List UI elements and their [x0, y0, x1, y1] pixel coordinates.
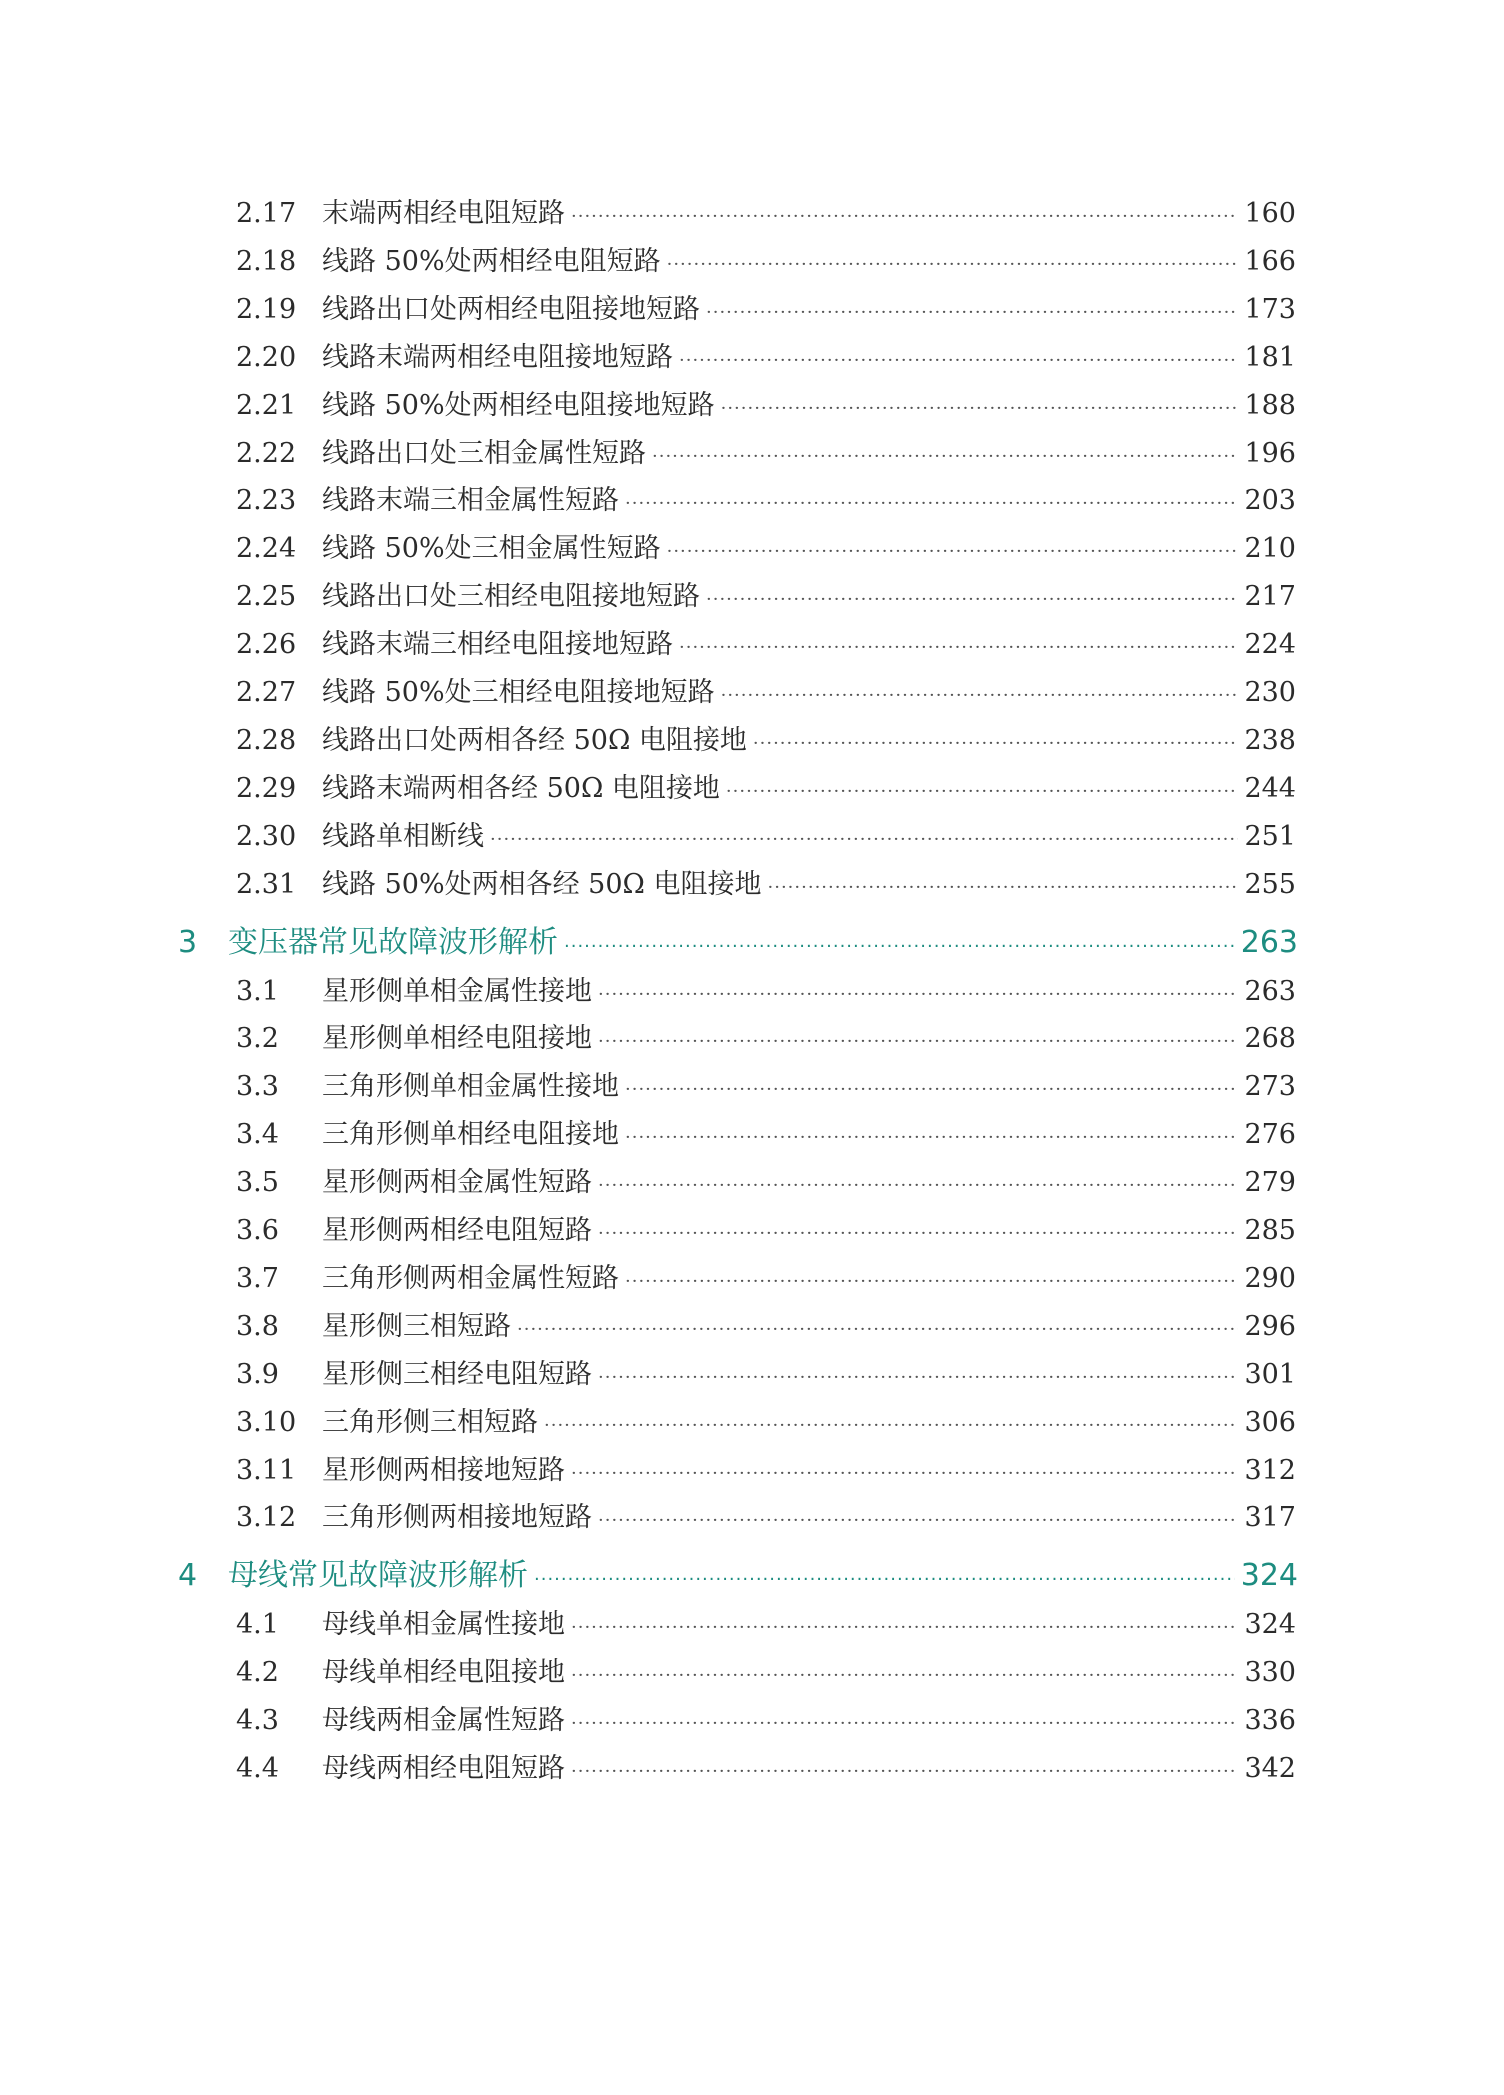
chapter-title: 母线常见故障波形解析: [228, 1558, 528, 1594]
section-title: 三角形侧单相金属性接地: [322, 1071, 619, 1103]
dot-leader: [571, 1652, 1238, 1700]
section-title: 线路 50%处两相经电阻接地短路: [322, 389, 715, 421]
section-number: 3.1: [236, 975, 279, 1007]
dot-leader: [753, 720, 1239, 768]
toc-section-entry[interactable]: [236, 190, 1296, 238]
dot-leader: [598, 1210, 1238, 1258]
toc-section-entry[interactable]: [236, 1351, 1296, 1399]
section-number: 2.29: [236, 772, 297, 804]
dot-leader: [571, 1604, 1238, 1652]
dot-leader: [534, 1552, 1235, 1608]
toc-section-entry[interactable]: [236, 669, 1296, 717]
section-title: 线路末端三相金属性短路: [322, 485, 619, 517]
page-number: 230: [1244, 677, 1296, 708]
section-number: 3.5: [236, 1167, 279, 1199]
dot-leader: [625, 1066, 1238, 1114]
page-number: 268: [1244, 1023, 1296, 1055]
toc-section-entry[interactable]: [236, 286, 1296, 334]
section-title: 线路 50%处两相经电阻短路: [322, 245, 661, 277]
toc-section-entry[interactable]: [236, 1745, 1296, 1793]
page-number: 173: [1244, 293, 1296, 325]
section-number: 2.18: [236, 245, 297, 277]
dot-leader: [571, 1700, 1238, 1748]
page-number: 181: [1244, 341, 1296, 373]
section-title: 星形侧两相经电阻短路: [322, 1215, 592, 1246]
section-number: 3.7: [236, 1262, 279, 1294]
section-title: 线路单相断线: [322, 820, 484, 852]
section-number: 2.17: [236, 198, 297, 229]
section-number: 3.4: [236, 1119, 279, 1151]
dot-leader: [598, 1497, 1238, 1545]
dot-leader: [625, 1258, 1238, 1306]
section-number: 2.26: [236, 629, 297, 661]
page-number: 330: [1244, 1657, 1296, 1689]
section-title: 线路 50%处三相金属性短路: [322, 533, 661, 565]
toc-section-entry[interactable]: [236, 1207, 1296, 1255]
page-number: 160: [1244, 198, 1296, 229]
toc-section-entry[interactable]: [236, 1601, 1296, 1649]
page-number: 290: [1244, 1262, 1296, 1294]
dot-leader: [571, 1748, 1238, 1796]
page-number: 285: [1244, 1215, 1296, 1246]
toc-section-entry[interactable]: [236, 861, 1296, 909]
section-title: 线路出口处三相金属性短路: [322, 437, 646, 469]
dot-leader: [598, 971, 1238, 1019]
page-number: 312: [1244, 1454, 1296, 1486]
page-number: 210: [1244, 533, 1296, 565]
section-title: 线路出口处两相各经 50Ω 电阻接地: [322, 724, 747, 756]
page-number: 301: [1244, 1358, 1296, 1390]
page-number: 251: [1244, 820, 1296, 852]
toc-section-entry[interactable]: [236, 477, 1296, 525]
dot-leader: [544, 1402, 1238, 1450]
toc-chapter-entry[interactable]: [178, 915, 1298, 971]
section-number: 2.20: [236, 341, 297, 373]
toc-section-entry[interactable]: [236, 1015, 1296, 1063]
section-number: 3.10: [236, 1406, 297, 1438]
section-title: 三角形侧两相接地短路: [322, 1502, 592, 1534]
section-title: 三角形侧两相金属性短路: [322, 1262, 619, 1294]
chapter-number: 4: [178, 1558, 198, 1594]
page-number: 203: [1244, 485, 1296, 517]
dot-leader: [667, 528, 1239, 576]
section-title: 线路出口处三相经电阻接地短路: [322, 581, 700, 613]
section-number: 2.25: [236, 581, 297, 613]
page-number: 263: [1240, 924, 1298, 960]
section-title: 三角形侧三相短路: [322, 1406, 538, 1438]
toc-section-entry[interactable]: [236, 238, 1296, 286]
section-title: 星形侧两相接地短路: [322, 1454, 565, 1486]
section-number: 4.1: [236, 1609, 279, 1641]
section-title: 星形侧三相短路: [322, 1310, 511, 1342]
toc-section-entry[interactable]: [236, 717, 1296, 765]
section-title: 母线单相经电阻接地: [322, 1657, 565, 1689]
page-number: 217: [1244, 581, 1296, 613]
section-title: 线路末端两相各经 50Ω 电阻接地: [322, 772, 720, 804]
dot-leader: [679, 337, 1238, 385]
section-number: 3.12: [236, 1502, 297, 1534]
section-title: 三角形侧单相经电阻接地: [322, 1119, 619, 1151]
page-number: 336: [1244, 1705, 1296, 1737]
section-number: 2.30: [236, 820, 297, 852]
section-number: 2.28: [236, 724, 297, 756]
dot-leader: [598, 1018, 1238, 1066]
dot-leader: [571, 1450, 1238, 1498]
page-number: 238: [1244, 724, 1296, 756]
section-title: 线路 50%处两相各经 50Ω 电阻接地: [322, 868, 762, 900]
dot-leader: [706, 576, 1238, 624]
dot-leader: [625, 1114, 1238, 1162]
section-title: 母线单相金属性接地: [322, 1609, 565, 1641]
section-title: 线路 50%处三相经电阻接地短路: [322, 677, 715, 708]
page-number: 224: [1244, 629, 1296, 661]
toc-section-entry[interactable]: [236, 1447, 1296, 1495]
section-number: 2.31: [236, 868, 297, 900]
section-title: 星形侧三相经电阻短路: [322, 1358, 592, 1390]
toc-section-entry[interactable]: [236, 621, 1296, 669]
page-number: 324: [1240, 1558, 1298, 1594]
section-number: 4.2: [236, 1657, 279, 1689]
section-number: 2.21: [236, 389, 297, 421]
page-number: 296: [1244, 1310, 1296, 1342]
section-title: 星形侧单相金属性接地: [322, 975, 592, 1007]
section-title: 线路出口处两相经电阻接地短路: [322, 293, 700, 325]
toc-section-entry[interactable]: [236, 1697, 1296, 1745]
dot-leader: [726, 768, 1239, 816]
dot-leader: [598, 1354, 1238, 1402]
dot-leader: [490, 816, 1238, 864]
page-number: 196: [1244, 437, 1296, 469]
page-number: 244: [1244, 772, 1296, 804]
toc-section-entry[interactable]: [236, 1649, 1296, 1697]
page-number: 342: [1244, 1753, 1296, 1784]
dot-leader: [768, 864, 1239, 912]
section-number: 3.11: [236, 1454, 297, 1486]
toc-section-entry[interactable]: [236, 382, 1296, 430]
dot-leader: [564, 919, 1235, 975]
toc-section-entry[interactable]: [236, 1111, 1296, 1159]
section-number: 2.19: [236, 293, 297, 325]
toc-section-entry[interactable]: [236, 1399, 1296, 1447]
toc-section-entry[interactable]: [236, 1063, 1296, 1111]
section-number: 3.2: [236, 1023, 279, 1055]
page-number: 276: [1244, 1119, 1296, 1151]
page-number: 317: [1244, 1502, 1296, 1534]
section-title: 末端两相经电阻短路: [322, 198, 565, 229]
page-number: 188: [1244, 389, 1296, 421]
toc-section-entry[interactable]: [236, 813, 1296, 861]
section-number: 3.3: [236, 1071, 279, 1103]
dot-leader: [625, 480, 1238, 528]
section-title: 母线两相金属性短路: [322, 1705, 565, 1737]
section-title: 星形侧单相经电阻接地: [322, 1023, 592, 1055]
page-number: 263: [1244, 975, 1296, 1007]
dot-leader: [517, 1306, 1238, 1354]
toc-section-entry[interactable]: [236, 968, 1296, 1016]
section-number: 3.6: [236, 1215, 279, 1246]
section-number: 3.8: [236, 1310, 279, 1342]
toc-section-entry[interactable]: [236, 525, 1296, 573]
toc-section-entry[interactable]: [236, 1159, 1296, 1207]
section-number: 2.27: [236, 677, 297, 708]
section-number: 2.24: [236, 533, 297, 565]
dot-leader: [667, 241, 1239, 289]
dot-leader: [706, 289, 1238, 337]
dot-leader: [721, 385, 1239, 433]
page-number: 279: [1244, 1167, 1296, 1199]
page-number: 306: [1244, 1406, 1296, 1438]
section-number: 4.4: [236, 1753, 279, 1784]
page-number: 255: [1244, 868, 1296, 900]
dot-leader: [571, 193, 1238, 241]
toc-section-entry[interactable]: [236, 430, 1296, 478]
toc-section-entry[interactable]: [236, 1255, 1296, 1303]
section-number: 2.22: [236, 437, 297, 469]
page-number: 273: [1244, 1071, 1296, 1103]
section-title: 母线两相经电阻短路: [322, 1753, 565, 1784]
toc-section-entry[interactable]: [236, 1494, 1296, 1542]
chapter-number: 3: [178, 924, 198, 960]
toc-section-entry[interactable]: [236, 573, 1296, 621]
page-number: 324: [1244, 1609, 1296, 1641]
chapter-title: 变压器常见故障波形解析: [228, 924, 558, 960]
section-title: 星形侧两相金属性短路: [322, 1167, 592, 1199]
toc-chapter-entry[interactable]: [178, 1548, 1298, 1604]
section-number: 4.3: [236, 1705, 279, 1737]
section-title: 线路末端两相经电阻接地短路: [322, 341, 673, 373]
section-number: 2.23: [236, 485, 297, 517]
page-number: 166: [1244, 245, 1296, 277]
toc-section-entry[interactable]: [236, 334, 1296, 382]
toc-section-entry[interactable]: [236, 1303, 1296, 1351]
section-number: 3.9: [236, 1358, 279, 1390]
dot-leader: [598, 1162, 1238, 1210]
dot-leader: [721, 672, 1239, 720]
dot-leader: [679, 624, 1238, 672]
section-title: 线路末端三相经电阻接地短路: [322, 629, 673, 661]
dot-leader: [652, 433, 1238, 481]
toc-section-entry[interactable]: [236, 765, 1296, 813]
